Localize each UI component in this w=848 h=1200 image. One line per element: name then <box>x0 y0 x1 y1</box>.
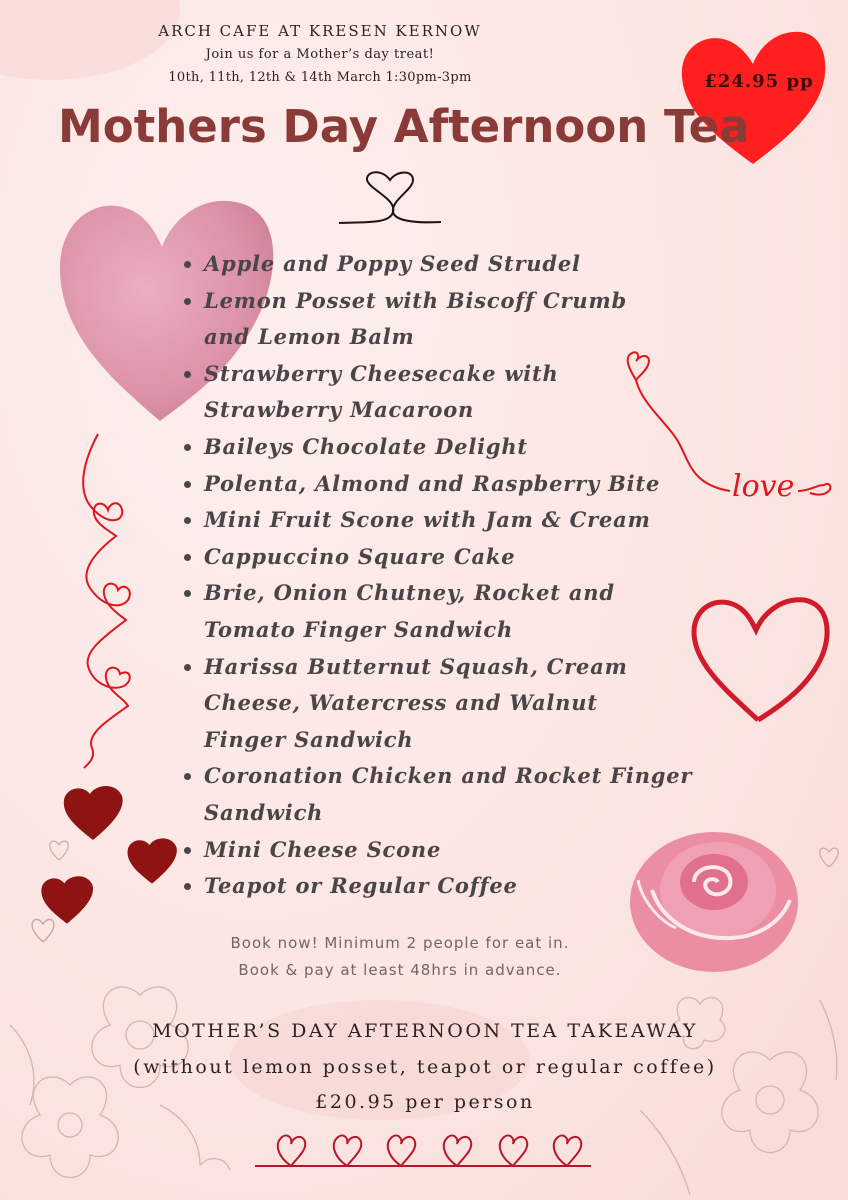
dark-heart-icon <box>60 782 126 844</box>
background-blob <box>0 0 180 80</box>
menu-item: Cappuccino Square Cake <box>182 539 742 576</box>
cafe-name: ARCH CAFE AT KRESEN KERNOW <box>158 22 482 40</box>
floral-outline-icon <box>600 960 848 1200</box>
menu-item: Polenta, Almond and Raspberry Bite <box>182 466 742 503</box>
menu-item: Baileys Chocolate Delight <box>182 429 742 466</box>
menu-item: Harissa Butternut Squash, Cream Cheese, Watercress and Walnut Finger Sandwich <box>182 649 684 759</box>
small-outline-heart-icon <box>818 842 840 872</box>
dark-heart-icon <box>123 835 181 887</box>
menu-item: Mini Fruit Scone with Jam & Cream <box>182 502 742 539</box>
menu-item: Coronation Chicken and Rocket Finger Sandwich <box>182 758 749 831</box>
heart-flourish-icon <box>335 168 445 230</box>
heart-garland-icon <box>255 1126 595 1172</box>
takeaway-note: (without lemon posset, teapot or regular coffee) <box>133 1056 717 1078</box>
menu-item: Lemon Posset with Biscoff Crumb and Lemon Balm <box>182 283 674 356</box>
tagline: Join us for a Mother’s day treat! <box>205 47 435 62</box>
menu-item: Apple and Poppy Seed Strudel <box>182 246 742 283</box>
floral-outline-icon <box>0 965 260 1200</box>
menu-item: Strawberry Cheesecake with Strawberry Macaroon <box>182 356 634 429</box>
booking-note-advance: Book & pay at least 48hrs in advance. <box>238 961 562 979</box>
menu-item: Brie, Onion Chutney, Rocket and Tomato Finger Sandwich <box>182 575 674 648</box>
string-hearts-icon <box>68 430 148 770</box>
menu-item: Mini Cheese Scone <box>182 832 742 869</box>
love-script-text: love <box>732 469 795 504</box>
page-title: Mothers Day Afternoon Tea <box>58 100 750 153</box>
menu-list <box>182 246 742 905</box>
menu-item: Teapot or Regular Coffee <box>182 868 742 905</box>
takeaway-price: £20.95 per person <box>315 1091 535 1113</box>
booking-note-min-people: Book now! Minimum 2 people for eat in. <box>230 934 570 952</box>
price-badge: £24.95 pp <box>704 71 814 92</box>
small-outline-heart-icon <box>48 838 70 862</box>
small-outline-heart-icon <box>30 915 56 945</box>
event-dates: 10th, 11th, 12th & 14th March 1:30pm-3pm <box>168 70 472 85</box>
takeaway-title: MOTHER’S DAY AFTERNOON TEA TAKEAWAY <box>152 1020 698 1042</box>
